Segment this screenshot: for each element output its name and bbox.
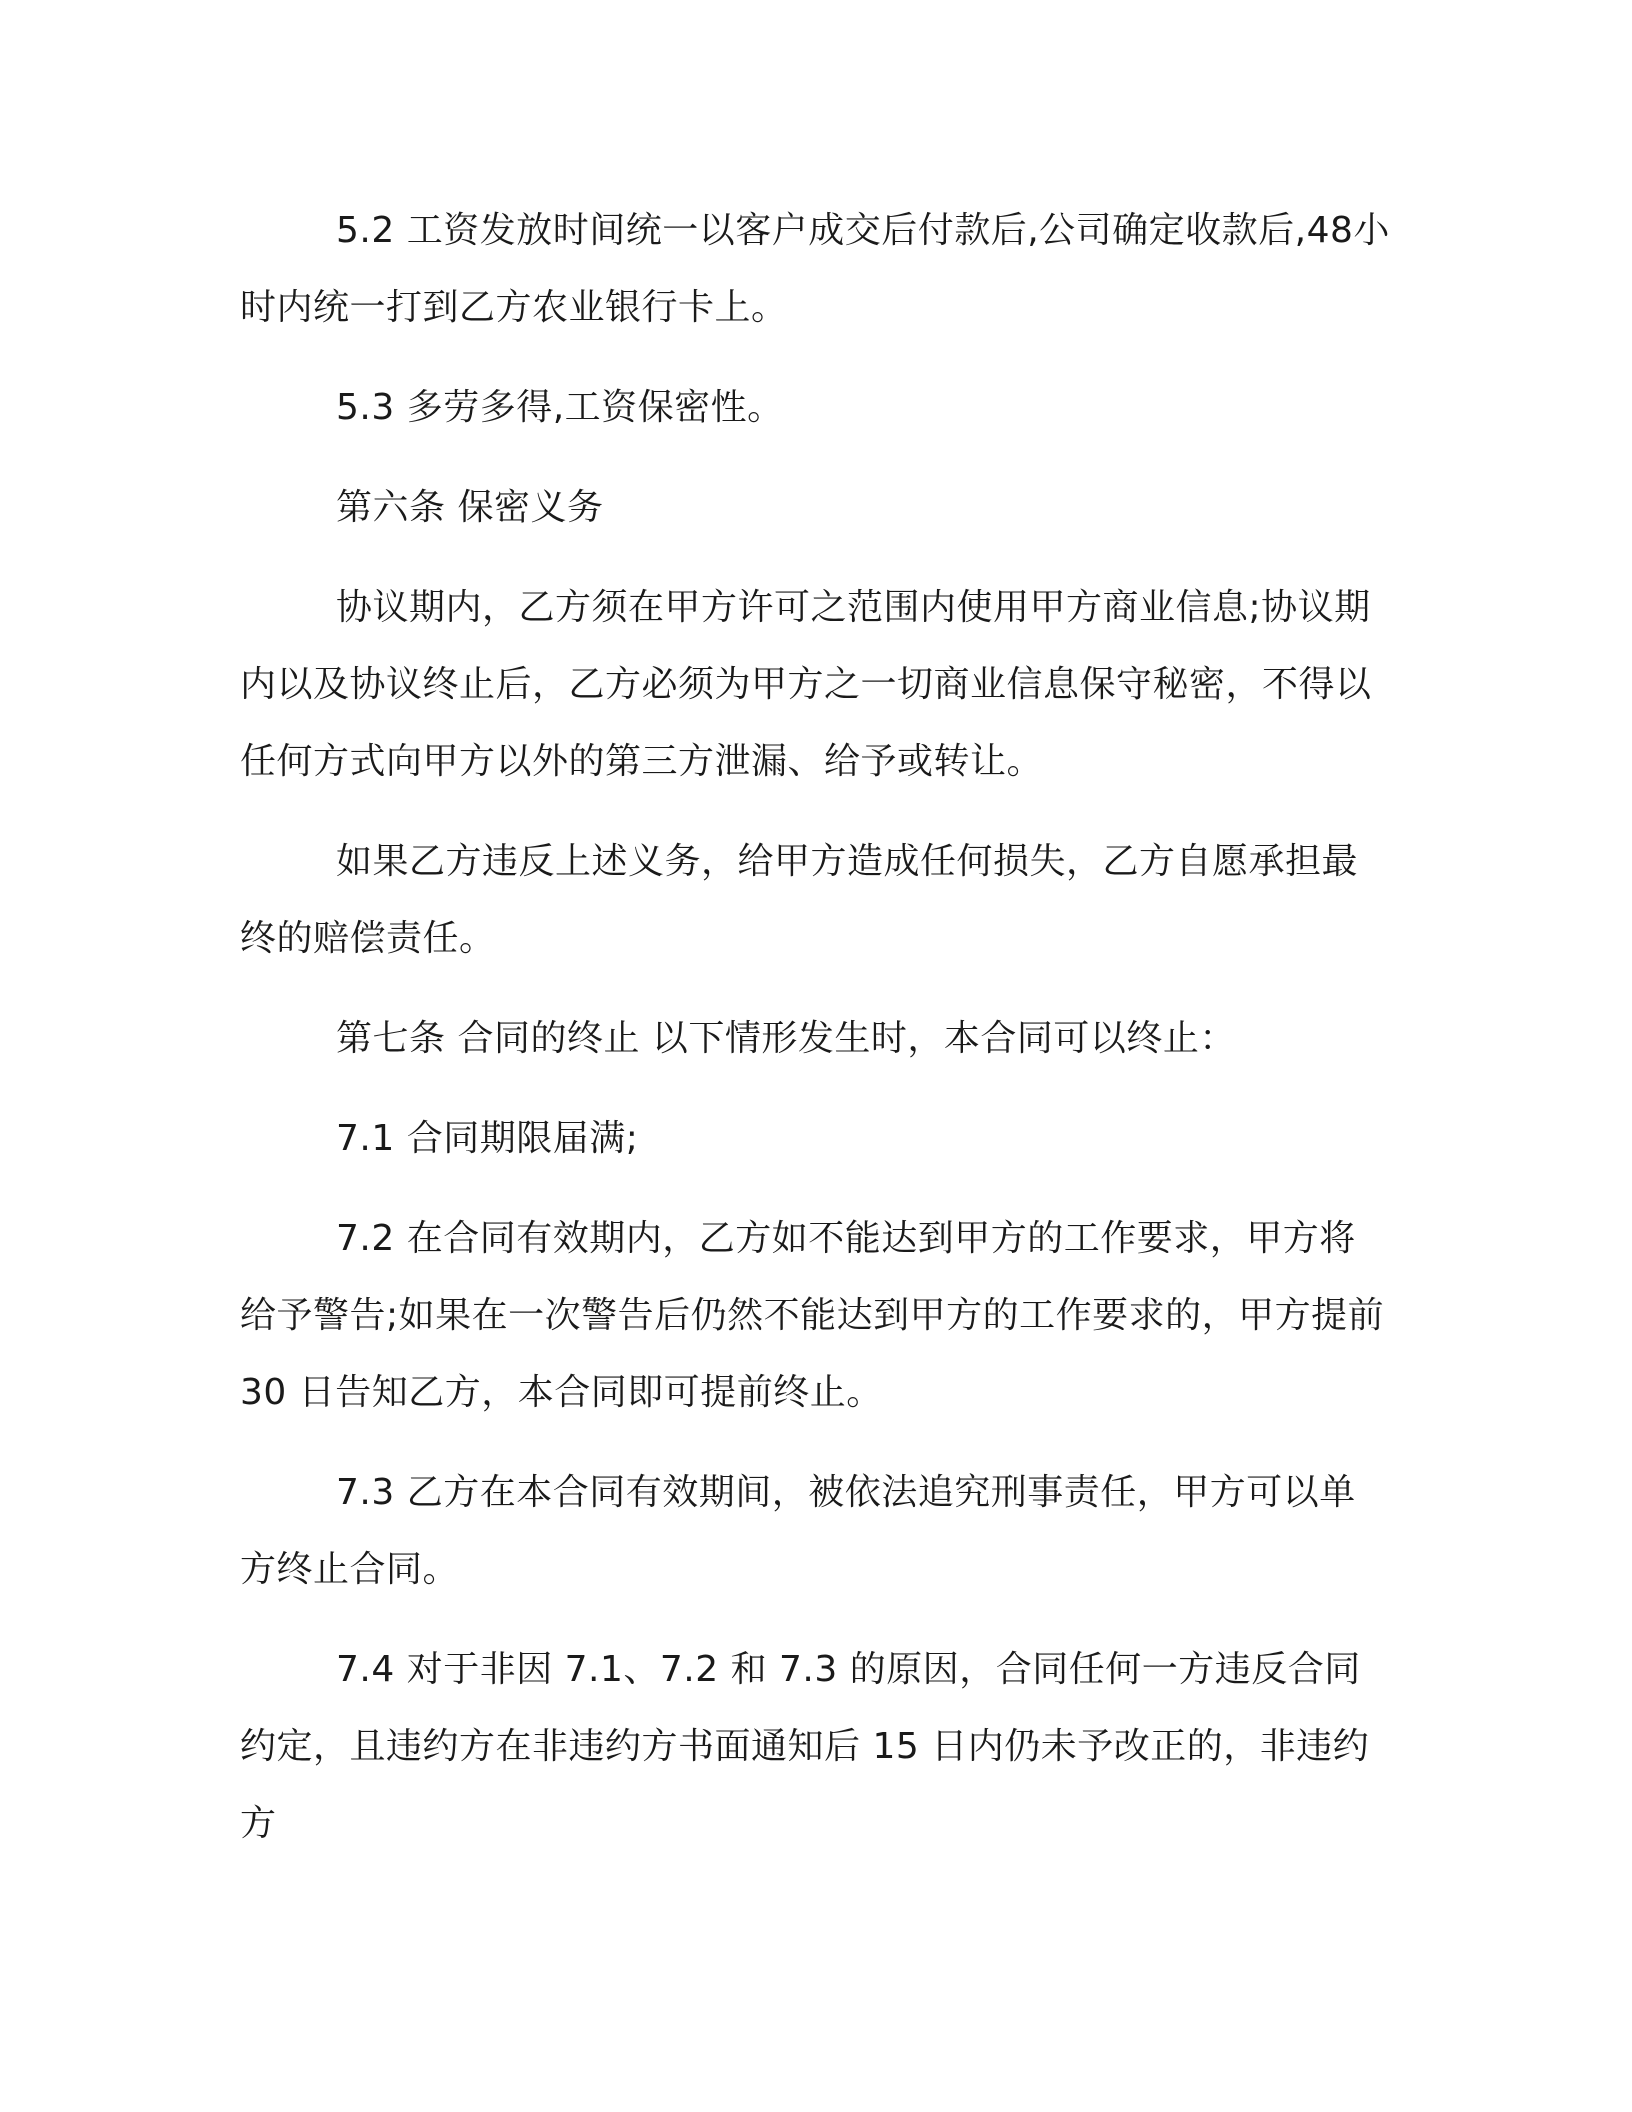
article-7-heading: 第七条 合同的终止 以下情形发生时，本合同可以终止：	[336, 1018, 1236, 1059]
clause-5-2: 5.2 工资发放时间统一以客户成交后付款后,公司确定收款后,48小时内统一打到乙方农业银行卡上。	[240, 210, 1390, 328]
article-6-heading: 第六条 保密义务	[336, 487, 604, 528]
clause-7-2: 7.2 在合同有效期内，乙方如不能达到甲方的工作要求，甲方将给予警告;如果在一次警告后仍然不能达到甲方的工作要求的，甲方提前 30 日告知乙方，本合同即可提前终止。	[240, 1218, 1385, 1413]
clause-7-1: 7.1 合同期限届满;	[336, 1118, 639, 1159]
clause-7-4: 7.4 对于非因 7.1、7.2 和 7.3 的原因，合同任何一方违反合同约定，且违约方在非违约方书面通知后 15 日内仍未予改正的，非违约方	[240, 1649, 1370, 1844]
clause-7-3: 7.3 乙方在本合同有效期间，被依法追究刑事责任，甲方可以单方终止合同。	[240, 1472, 1356, 1590]
article-6-paragraph-1: 协议期内，乙方须在甲方许可之范围内使用甲方商业信息;协议期内以及协议终止后，乙方必须为甲方之一切商业信息保守秘密，不得以任何方式向甲方以外的第三方泄漏、给予或转让。	[240, 587, 1372, 782]
document-body	[240, 192, 1390, 1885]
clause-5-3: 5.3 多劳多得,工资保密性。	[336, 387, 784, 428]
article-6-paragraph-2: 如果乙方违反上述义务，给甲方造成任何损失，乙方自愿承担最终的赔偿责任。	[240, 841, 1359, 959]
